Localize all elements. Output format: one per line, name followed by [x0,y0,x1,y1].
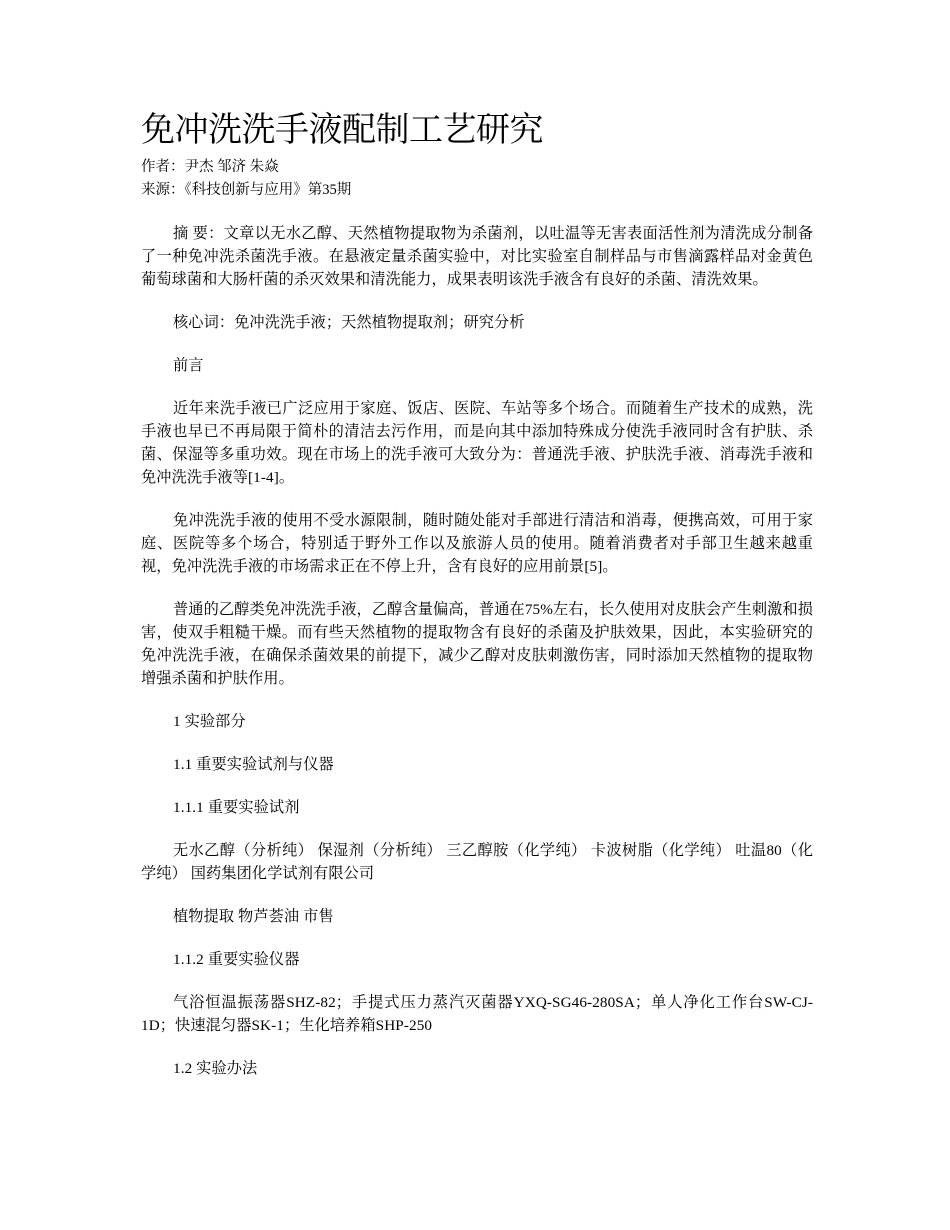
article-title: 免冲洗洗手液配制工艺研究 [141,112,543,149]
subsection-heading: 1.1 重要实验试剂与仪器 [173,756,334,773]
body-paragraph: 普通的乙醇类免冲洗洗手液，乙醇含量偏高，普通在75%左右，长久使用对皮肤会产生刺激和损害，使双手粗糙干燥。而有些天然植物的提取物含有良好的杀菌及护肤效果，因此，本实验研究的免冲洗洗手液，在确保杀菌效果的前提下，减少乙醇对皮肤刺激伤害，同时添加天然植物的提取物增强杀菌和护肤作用。 [141,601,813,687]
source-line: 来源：《科技创新与应用》第35期 [141,182,352,198]
keywords-paragraph: 核心词：免冲洗洗手液；天然植物提取剂；研究分析 [173,314,525,331]
subsection-heading: 1.1.2 重要实验仪器 [173,951,300,968]
abstract-paragraph: 摘 要：文章以无水乙醇、天然植物提取物为杀菌剂，以吐温等无害表面活性剂为清洗成分制备了一种免冲洗杀菌洗手液。在悬液定量杀菌实验中，对比实验室自制样品与市售滴露样品对金黄色葡萄球菌和大肠杆菌的杀灭效果和清洗能力，成果表明该洗手液含有良好的杀菌、清洗效果。 [141,225,813,288]
section-heading-preface: 前言 [173,357,204,374]
author-line: 作者：尹杰 邹济 朱焱 [141,159,279,175]
subsection-heading: 1.2 实验办法 [173,1060,258,1077]
plant-extract-paragraph: 植物提取 物芦荟油 市售 [173,908,334,925]
document-page [141,108,813,1080]
body-paragraph: 近年来洗手液已广泛应用于家庭、饭店、医院、车站等多个场合。而随着生产技术的成熟，洗手液也早已不再局限于简朴的清洁去污作用，而是向其中添加特殊成分使洗手液同时含有护肤、杀菌、保湿等多重功效。现在市场上的洗手液可大致分为：普通洗手液、护肤洗手液、消毒洗手液和免冲洗洗手液等[1-4]。 [141,400,813,486]
section-heading-experiment: 1 实验部分 [173,713,246,730]
instruments-paragraph: 气浴恒温振荡器SHZ-82；手提式压力蒸汽灭菌器YXQ-SG46-280SA；单人净化工作台SW-CJ-1D；快速混匀器SK-1；生化培养箱SHP-250 [141,994,813,1034]
subsection-heading: 1.1.1 重要实验试剂 [173,799,300,816]
body-paragraph: 免冲洗洗手液的使用不受水源限制，随时随处能对手部进行清洁和消毒，便携高效，可用于家庭、医院等多个场合，特别适于野外工作以及旅游人员的使用。随着消费者对手部卫生越来越重视，免冲洗洗手液的市场需求正在不停上升，含有良好的应用前景[5]。 [141,512,813,575]
reagents-paragraph: 无水乙醇（分析纯） 保湿剂（分析纯） 三乙醇胺（化学纯） 卡波树脂（化学纯） 吐温80（化学纯） 国药集团化学试剂有限公司 [141,842,813,882]
